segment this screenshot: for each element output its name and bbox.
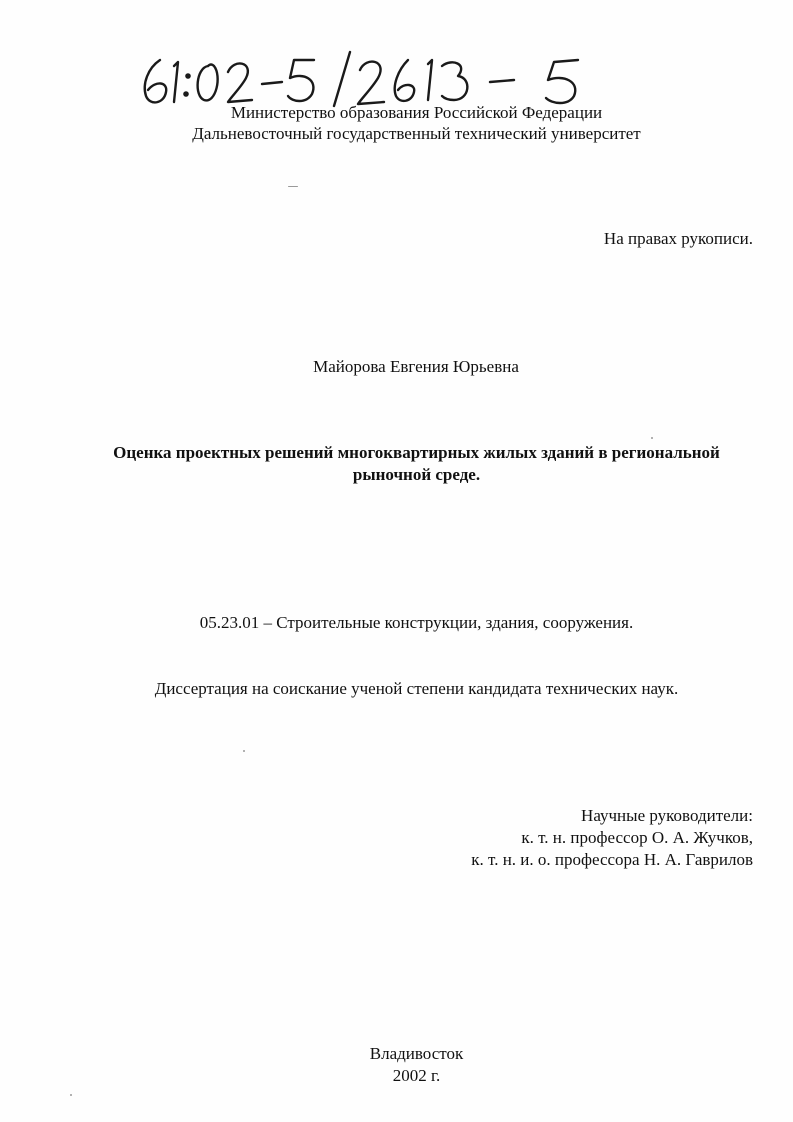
dissertation-degree: Диссертация на соискание ученой степени кандидата технических наук.: [154, 679, 679, 698]
supervisors-heading: Научные руководители:: [581, 806, 753, 825]
specialty-code: 05.23.01 – Строительные конструкции, здания, сооружения.: [199, 613, 634, 632]
ministry-name: Министерство образования Российской Федерации: [230, 103, 603, 122]
author-name: Майорова Евгения Юрьевна: [313, 357, 519, 376]
scan-speck: [288, 186, 298, 187]
year: 2002 г.: [392, 1066, 441, 1085]
manuscript-rights-note: На правах рукописи.: [603, 229, 753, 248]
dissertation-title-line-1: Оценка проектных решений многоквартирных жилых зданий в региональной: [113, 443, 720, 462]
supervisor-first: к. т. н. профессор О. А. Жучков,: [521, 828, 753, 847]
scan-speck: [243, 750, 245, 752]
university-name: Дальневосточный государственный технический университет: [192, 124, 641, 143]
supervisor-second: к. т. н. и. о. профессора Н. А. Гаврилов: [471, 850, 753, 869]
scan-speck: [70, 1094, 72, 1096]
dissertation-title-line-2: рыночной среде.: [352, 465, 481, 484]
city: Владивосток: [369, 1044, 464, 1063]
supervisors-block: [471, 805, 753, 871]
scan-speck: [651, 437, 653, 439]
